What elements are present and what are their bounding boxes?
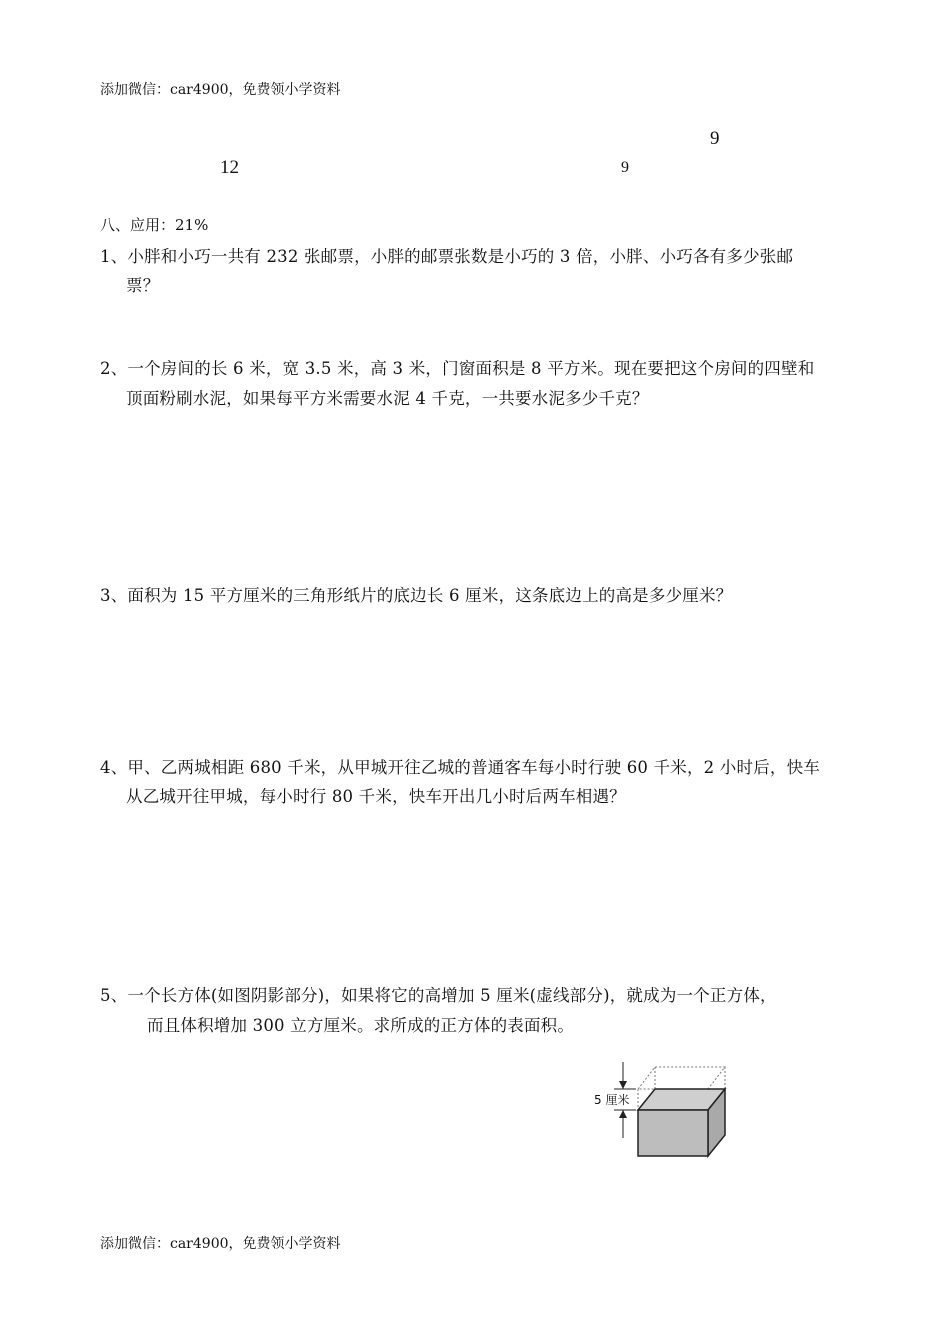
question-5-line-1: 5、一个长方体(如图阴影部分)，如果将它的高增加 5 厘米(虚线部分)，就成为一个正方体， [100,986,777,1005]
question-4-line-2: 从乙城开往甲城，每小时行 80 千米，快车开出几小时后两车相遇？ [126,787,626,806]
question-4-line-1: 4、甲、乙两城相距 680 千米，从甲城开往乙城的普通客车每小时行驶 60 千米，2 小时后，快车 [100,758,821,777]
question-5-line-2: 而且体积增加 300 立方厘米。求所成的正方体的表面积。 [147,1016,575,1035]
question-1-line-1: 1、小胖和小巧一共有 232 张邮票，小胖的邮票张数是小巧的 3 倍，小胖、小巧各有多少张邮 [100,247,794,266]
section-title: 八、应用：21% [100,216,209,234]
fragment-number: 12 [220,157,239,178]
footer-watermark: 添加微信：car4900，免费领小学资料 [100,1236,341,1252]
question-1-line-2: 票？ [126,276,160,295]
header-watermark: 添加微信：car4900，免费领小学资料 [100,82,341,98]
cube-figure [586,1058,736,1162]
dimension-label: 5 厘米 [594,1093,630,1107]
arrow-up-icon [619,1110,627,1118]
arrow-down-icon [619,1081,627,1089]
cuboid-front-face [638,1110,708,1156]
fragment-number: 9 [710,128,720,149]
question-2-line-2: 顶面粉刷水泥，如果每平方米需要水泥 4 千克，一共要水泥多少千克？ [126,389,649,408]
question-3-line-1: 3、面积为 15 平方厘米的三角形纸片的底边长 6 厘米，这条底边上的高是多少厘米？ [100,586,733,605]
fragment-number: 9 [621,159,629,176]
question-2-line-1: 2、一个房间的长 6 米，宽 3.5 米，高 3 米，门窗面积是 8 平方米。现在要把这个房间的四壁和 [100,359,815,378]
